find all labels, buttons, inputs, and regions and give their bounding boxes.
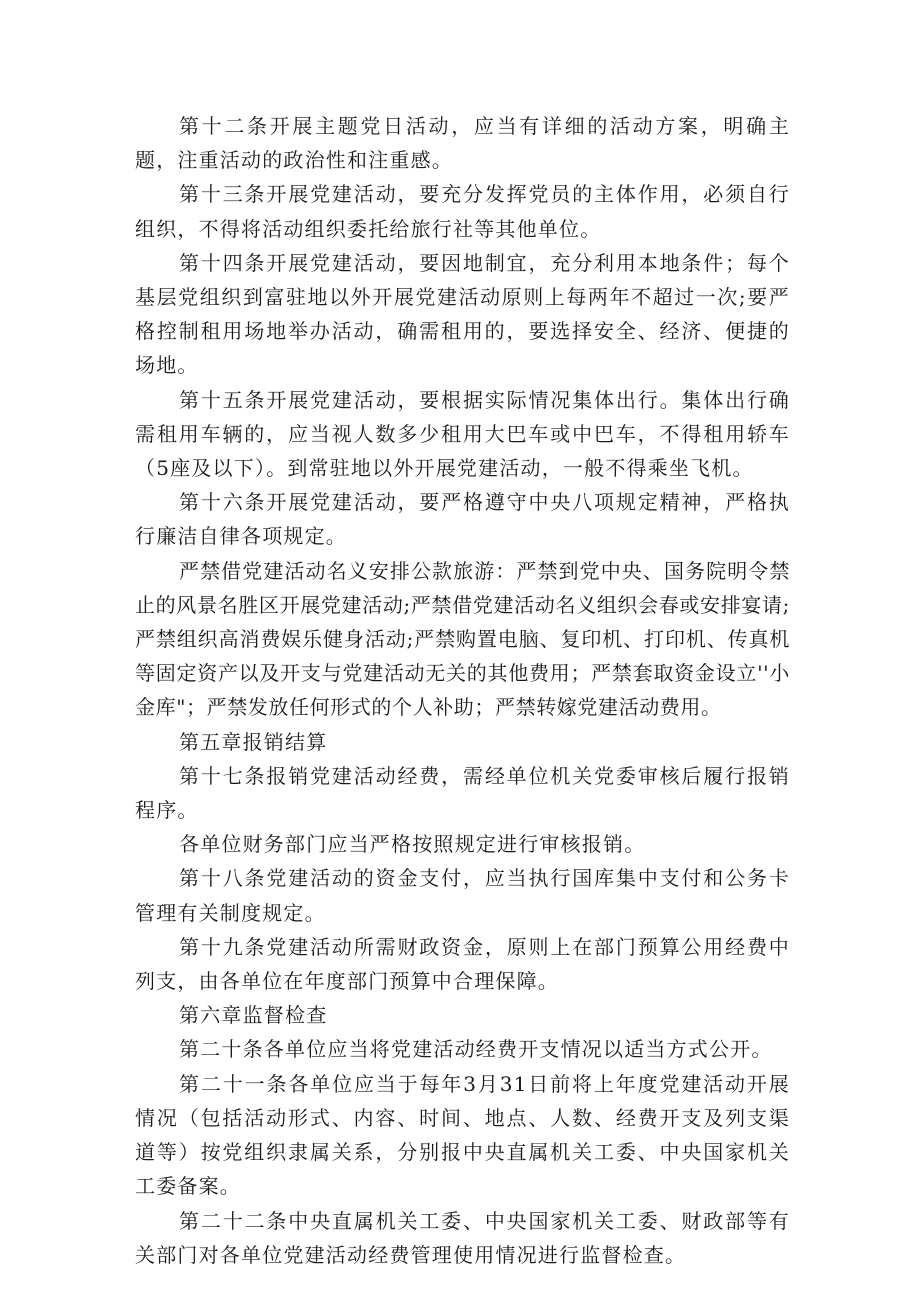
article-21: 第二十一条各单位应当于每年3月31日前将上年度党建活动开展情况（包括活动形式、内容、时间、地点、人数、经费开支及列支渠道等）按党组织隶属关系，分别报中央直属机关工委、中央国家机关工委备案。 xyxy=(135,1071,790,1199)
chapter-5-heading: 第五章报销结算 xyxy=(179,729,328,754)
article-15: 第十五条开展党建活动，要根据实际情况集体出行。集体出行确需租用车辆的，应当视人数多少租用大巴车或中巴车，不得租用轿车（5座及以下）。到常驻地以外开展党建活动，一般不得乘坐飞机。 xyxy=(135,387,790,481)
article-16: 第十六条开展党建活动，要严格遵守中央八项规定精神，严格执行廉洁自律各项规定。 xyxy=(135,490,790,549)
article-14: 第十四条开展党建活动，要因地制宜，充分利用本地条件；每个基层党组织到富驻地以外开展党建活动原则上每两年不超过一次;要严格控制租用场地举办活动，确需租用的，要选择安全、经济、便捷的场地。 xyxy=(135,250,790,378)
chapter-6-heading: 第六章监督检查 xyxy=(179,1003,328,1028)
prohibitions-paragraph: 严禁借党建活动名义安排公款旅游：严禁到党中央、国务院明令禁止的风景名胜区开展党建活动;严禁借党建活动名义组织会春或安排宴请;严禁组织高消费娱乐健身活动;严禁购置电脑、复印机、打印机、传真机等固定资产以及开支与党建活动无关的其他费用；严禁套取资金设立''小金库"；严禁发放任何形式的个人补助；严禁转嫁党建活动费用。 xyxy=(135,558,790,720)
article-17: 第十七条报销党建活动经费，需经单位机关党委审核后履行报销程序。 xyxy=(135,763,790,823)
finance-review-paragraph: 各单位财务部门应当严格按照规定进行审核报销。 xyxy=(179,832,646,857)
article-12: 第十二条开展主题党日活动，应当有详细的活动方案，明确主题，注重活动的政治性和注重感。 xyxy=(135,114,790,173)
article-19: 第十九条党建活动所需财政资金，原则上在部门预算公用经费中列支，由各单位在年度部门预算中合理保障。 xyxy=(135,934,790,994)
article-13: 第十三条开展党建活动，要充分发挥党员的主体作用，必须自行组织，不得将活动组织委托给旅行社等其他单位。 xyxy=(135,182,790,241)
article-18: 第十八条党建活动的资金支付，应当执行国库集中支付和公务卡管理有关制度规定。 xyxy=(135,866,790,925)
article-20: 第二十条各单位应当将党建活动经费开支情况以适当方式公开。 xyxy=(179,1037,773,1062)
article-22: 第二十二条中央直属机关工委、中央国家机关工委、财政部等有关部门对各单位党建活动经费管理使用情况进行监督检查。 xyxy=(135,1208,790,1267)
document-body xyxy=(135,109,790,1272)
